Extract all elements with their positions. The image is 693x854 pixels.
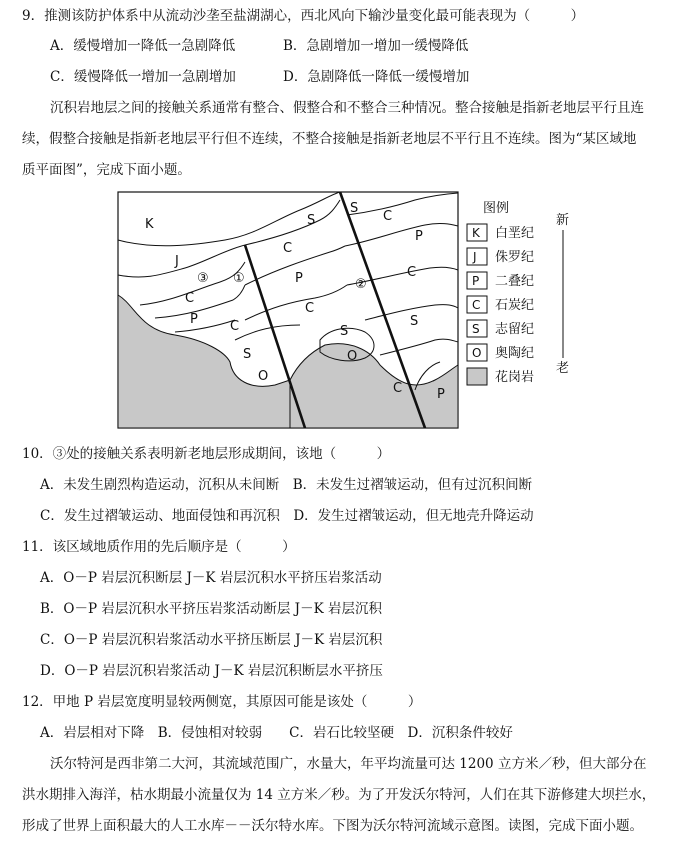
legend-code-C: C bbox=[472, 298, 481, 312]
legend-title: 图例 bbox=[483, 201, 510, 216]
legend-code-S: S bbox=[472, 322, 480, 336]
legend-code-J: J bbox=[473, 250, 477, 264]
question-9-option-c: C．缓慢降低一增加一急剧增加 bbox=[50, 69, 236, 85]
legend bbox=[467, 224, 534, 385]
question-9-option-a: A．缓慢增加一降低一急剧降低 bbox=[50, 38, 236, 54]
label-C-left: C bbox=[185, 291, 195, 306]
question-12-stem: 12．甲地 P 岩层宽度明显较两侧宽，其原因可能是该处（ ） bbox=[22, 694, 422, 710]
intro-line-3: 质平面图”，完成下面小题。 bbox=[22, 162, 191, 178]
label-S-right2: S bbox=[410, 314, 419, 329]
legend-name-C: 石炭纪 bbox=[495, 298, 535, 313]
question-11-stem: 11．该区域地质作用的先后顺序是（ ） bbox=[22, 539, 296, 555]
question-10-stem: 10．③处的接触关系表明新老地层形成期间，该地（ ） bbox=[22, 446, 391, 462]
mark-2: ② bbox=[355, 277, 367, 292]
legend-code-P: P bbox=[472, 274, 480, 288]
legend-code-K: K bbox=[472, 226, 480, 240]
label-S-mid: S bbox=[307, 213, 316, 228]
legend-name-P: 二叠纪 bbox=[495, 274, 535, 289]
axis-old: 老 bbox=[556, 361, 570, 376]
legend-name-O: 奥陶纪 bbox=[495, 346, 535, 361]
question-9-option-b: B．急剧增加一增加一缓慢降低 bbox=[283, 38, 469, 54]
outro-line-1: 沃尔特河是西非第二大河，其流域范围广，水量大，年平均流量可达 1200 立方米／秒，但大部分在 bbox=[50, 756, 647, 772]
label-P-right: P bbox=[415, 229, 423, 244]
question-10-options-ab: A．未发生剧烈构造运动，沉积从未间断 B．未发生过褶皱运动，但有过沉积间断 bbox=[40, 477, 533, 493]
question-11-option-d: D．O－P 岩层沉积岩浆活动 J－K 岩层沉积断层水平挤压 bbox=[40, 663, 383, 679]
label-K: K bbox=[145, 217, 154, 232]
label-S-mid2: S bbox=[340, 324, 349, 339]
question-10-options-cd: C．发生过褶皱运动、地面侵蚀和再沉积 D．发生过褶皱运动，但无地壳升降运动 bbox=[40, 508, 534, 524]
mark-1: ① bbox=[233, 271, 245, 286]
label-P-right2: P bbox=[437, 387, 445, 402]
label-S-left: S bbox=[243, 347, 252, 362]
question-9-option-d: D．急剧降低一降低一缓慢增加 bbox=[283, 69, 470, 85]
mark-3: ③ bbox=[197, 271, 209, 286]
legend-name-granite: 花岗岩 bbox=[495, 370, 535, 385]
label-C-right3: C bbox=[393, 381, 403, 396]
label-P-left: P bbox=[190, 312, 198, 327]
label-O-left: O bbox=[258, 369, 269, 384]
legend-granite-swatch bbox=[467, 368, 487, 385]
label-C-mid2: C bbox=[305, 301, 315, 316]
legend-code-O: O bbox=[472, 346, 482, 360]
intro-line-2: 续，假整合接触是指新老地层平行但不连续，不整合接触是指新老地层不平行且不连续。图为“某区域地 bbox=[22, 131, 637, 147]
question-11-option-b: B．O－P 岩层沉积水平挤压岩浆活动断层 J－K 岩层沉积 bbox=[40, 601, 382, 617]
label-C-right2: C bbox=[407, 265, 417, 280]
label-J: J bbox=[175, 254, 179, 269]
label-C-left2: C bbox=[230, 319, 240, 334]
question-12-options: A．岩层相对下降 B．侵蚀相对较弱 C．岩石比较坚硬 D．沉积条件较好 bbox=[40, 725, 513, 741]
label-C-right: C bbox=[383, 209, 393, 224]
label-P-mid: P bbox=[295, 271, 303, 286]
geologic-map bbox=[115, 190, 575, 430]
question-11-option-a: A．O－P 岩层沉积断层 J－K 岩层沉积水平挤压岩浆活动 bbox=[40, 570, 382, 586]
legend-name-K: 白垩纪 bbox=[495, 226, 535, 241]
question-9-stem: 9．推测该防护体系中从流动沙垄至盐湖湖心，西北风向下输沙量变化最可能表现为（ ） bbox=[22, 8, 585, 24]
label-S-right: S bbox=[350, 201, 359, 216]
label-C-mid: C bbox=[283, 241, 293, 256]
intro-line-1: 沉积岩地层之间的接触关系通常有整合、假整合和不整合三种情况。整合接触是指新老地层平行且连 bbox=[50, 100, 644, 116]
axis-new: 新 bbox=[556, 213, 570, 228]
outro-line-3: 形成了世界上面积最大的人工水库－－沃尔特水库。下图为沃尔特河流域示意图。读图，完成下面小题。 bbox=[22, 818, 643, 834]
legend-name-J: 侏罗纪 bbox=[495, 250, 535, 265]
outro-line-2: 洪水期排入海洋，枯水期最小流量仅为 14 立方米／秒。为了开发沃尔特河，人们在其下游修建大坝拦水， bbox=[22, 787, 656, 803]
question-11-option-c: C．O－P 岩层沉积岩浆活动水平挤压断层 J－K 岩层沉积 bbox=[40, 632, 383, 648]
legend-name-S: 志留纪 bbox=[495, 322, 535, 337]
label-O-mid: O bbox=[347, 349, 358, 364]
